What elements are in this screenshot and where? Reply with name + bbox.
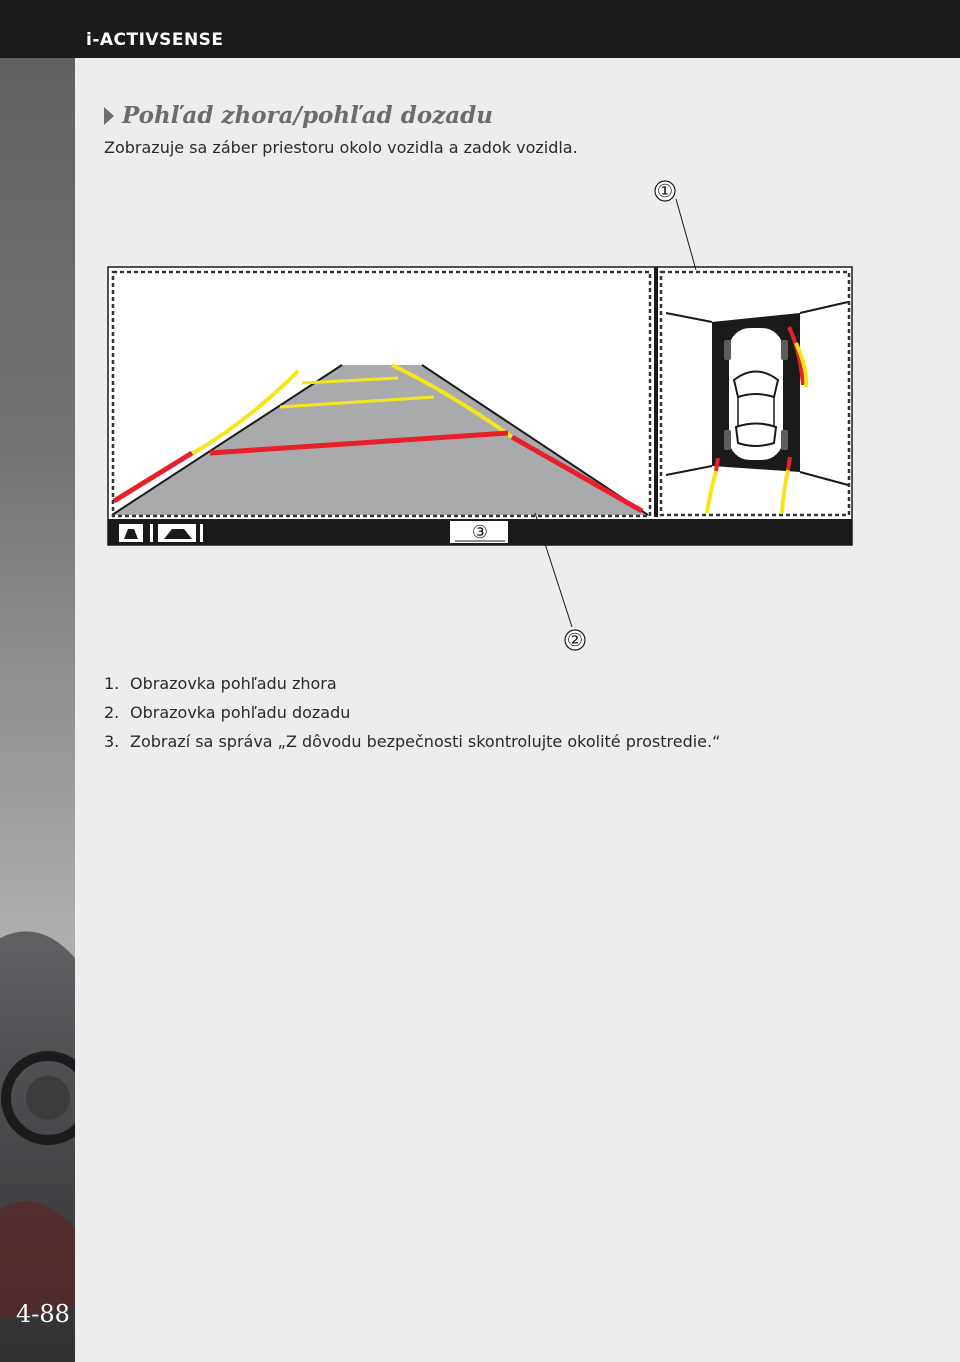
caption-text: Obrazovka pohľadu zhora: [130, 674, 337, 693]
sensor-front-icon: [119, 524, 143, 542]
caption-number: 3.: [104, 732, 120, 751]
section-tab-label: i-ACTIVSENSE: [86, 30, 224, 50]
callout-1-label: ①: [656, 181, 674, 202]
side-tab: [0, 58, 75, 1362]
page-number: 4-88: [16, 1300, 70, 1328]
camera-display-illustration: [100, 175, 880, 665]
heading-marker-icon: [104, 107, 114, 125]
section-heading: [104, 102, 493, 129]
callout-1-leader: [676, 199, 696, 270]
caption-number: 2.: [104, 703, 120, 722]
callout-3-label: ③: [471, 522, 489, 543]
caption-item: [104, 674, 720, 703]
caption-number: 1.: [104, 674, 120, 693]
caption-list: [104, 674, 720, 761]
intro-paragraph: Zobrazuje sa záber priestoru okolo vozidla a zadok vozidla.: [104, 138, 578, 157]
sensor-side-icon: [158, 524, 196, 542]
callout-2-label: ②: [566, 630, 584, 651]
camera-display-figure: [100, 175, 880, 669]
caption-text: Obrazovka pohľadu dozadu: [130, 703, 351, 722]
caption-text: Zobrazí sa správa „Z dôvodu bezpečnosti skontrolujte okolité prostredie.“: [130, 732, 721, 751]
caption-item: [104, 703, 720, 732]
cockpit-photo: [0, 58, 75, 1362]
section-heading-text: Pohľad zhora/pohľad dozadu: [122, 102, 493, 129]
header-bar: [0, 0, 960, 58]
caption-item: [104, 732, 720, 761]
